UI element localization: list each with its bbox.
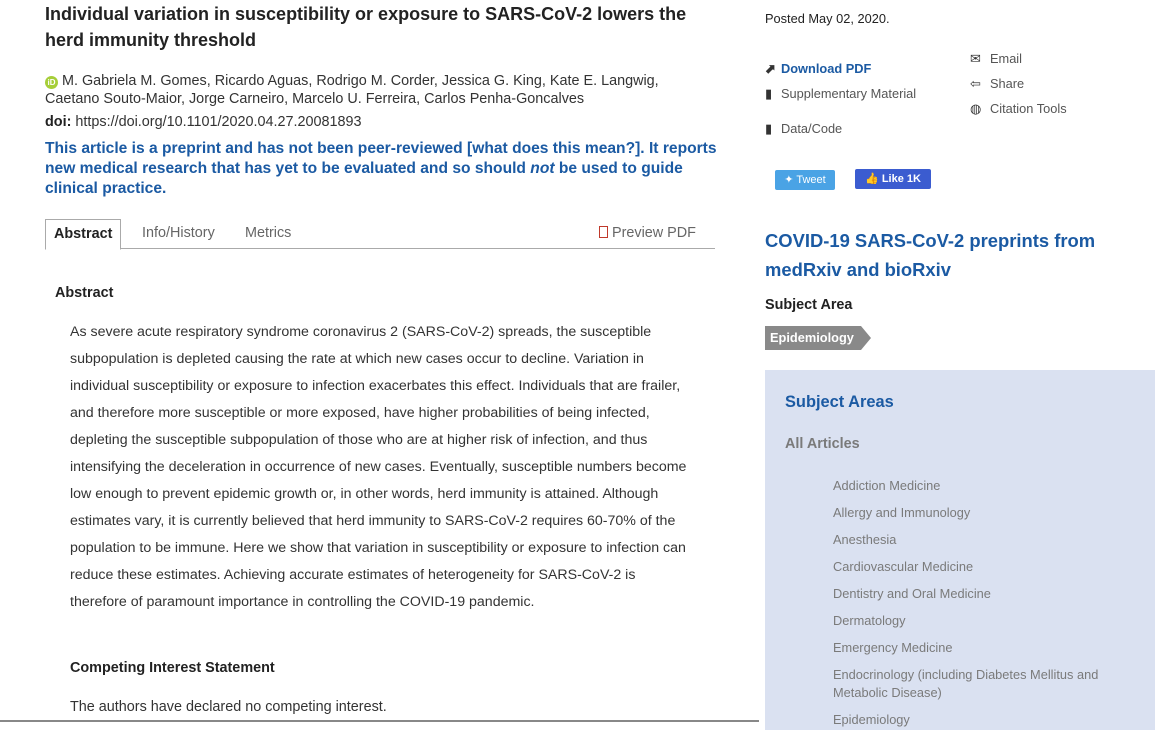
tab-info-history[interactable]: Info/History bbox=[142, 225, 215, 241]
citation-tools-label: Citation Tools bbox=[990, 101, 1067, 116]
subject-area-item[interactable]: Epidemiology bbox=[833, 712, 910, 727]
notice-text-2: be used to guide clinical practice. bbox=[45, 160, 683, 197]
twitter-bird-icon: ✦ bbox=[784, 174, 797, 186]
sidebar bbox=[765, 0, 1161, 727]
subject-area-label: Subject Area bbox=[765, 297, 853, 313]
download-pdf-label: Download PDF bbox=[781, 61, 872, 76]
competing-interest-text: The authors have declared no competing interest. bbox=[70, 699, 387, 715]
preprint-notice bbox=[45, 139, 717, 199]
orcid-icon[interactable]: iD bbox=[45, 76, 58, 89]
subject-areas-title: Subject Areas bbox=[785, 393, 894, 411]
subject-areas-panel bbox=[765, 370, 1155, 730]
share-link[interactable] bbox=[970, 76, 1024, 92]
subject-area-item[interactable]: Dentistry and Oral Medicine bbox=[833, 586, 991, 601]
subject-area-item[interactable]: Endocrinology (including Diabetes Mellitus and Metabolic Disease) bbox=[833, 667, 1099, 700]
facebook-like-button[interactable] bbox=[855, 169, 931, 189]
subject-tag-epidemiology[interactable]: Epidemiology bbox=[765, 326, 861, 350]
article-tabs bbox=[45, 219, 715, 249]
divider bbox=[0, 720, 759, 722]
doi-line bbox=[45, 113, 717, 131]
download-icon: ⬈ bbox=[765, 61, 776, 76]
collection-title-link[interactable]: COVID-19 SARS-CoV-2 preprints from medRxiv and bioRxiv bbox=[765, 230, 1096, 280]
document-icon: ▮ bbox=[765, 121, 773, 136]
like-label: Like 1K bbox=[881, 173, 921, 185]
envelope-icon: ✉ bbox=[970, 51, 981, 66]
tweet-label: Tweet bbox=[796, 174, 826, 186]
tab-abstract[interactable]: Abstract bbox=[45, 219, 121, 250]
pdf-file-icon bbox=[599, 226, 608, 238]
email-label: Email bbox=[990, 51, 1022, 66]
tweet-button[interactable] bbox=[775, 170, 835, 190]
globe-icon: ◍ bbox=[970, 101, 982, 116]
data-code-label: Data/Code bbox=[781, 121, 843, 136]
share-icon: ⇦ bbox=[970, 76, 981, 91]
subject-area-item[interactable]: Anesthesia bbox=[833, 532, 897, 547]
subject-areas-list bbox=[833, 477, 1123, 738]
supplementary-material-link[interactable] bbox=[765, 86, 916, 102]
doi-label: doi: bbox=[45, 114, 72, 130]
email-link[interactable] bbox=[970, 51, 1022, 67]
citation-tools-link[interactable] bbox=[970, 101, 1067, 117]
subject-area-item[interactable]: Dermatology bbox=[833, 613, 906, 628]
subject-area-item[interactable]: Emergency Medicine bbox=[833, 640, 953, 655]
subject-area-item[interactable]: Addiction Medicine bbox=[833, 478, 941, 493]
competing-interest-heading: Competing Interest Statement bbox=[70, 660, 275, 676]
article-main bbox=[45, 0, 717, 715]
supplementary-label: Supplementary Material bbox=[781, 86, 917, 101]
preview-pdf-label: Preview PDF bbox=[612, 225, 696, 241]
notice-text-1[interactable]: This article is a preprint and has not been peer-reviewed [what does this mean?]. It reports new medical research that has yet to be evaluated and so should bbox=[45, 140, 717, 177]
tab-metrics[interactable]: Metrics bbox=[245, 225, 292, 241]
authors-text: M. Gabriela M. Gomes, Ricardo Aguas, Rodrigo M. Corder, Jessica G. King, Kate E. Langwig, Caetano Souto-Maior, Jorge Carneiro, Marcelo U. Ferreira, Carlos Penha-Goncalves bbox=[45, 73, 659, 107]
document-icon: ▮ bbox=[765, 86, 773, 101]
author-list bbox=[45, 72, 717, 108]
posted-date: Posted May 02, 2020. bbox=[765, 11, 890, 26]
share-label: Share bbox=[990, 76, 1025, 91]
doi-link[interactable]: https://doi.org/10.1101/2020.04.27.20081893 bbox=[75, 114, 362, 130]
abstract-text: As severe acute respiratory syndrome coronavirus 2 (SARS-CoV-2) spreads, the susceptible subpopulation is depleted causing the rate at which new cases occur to decline. Variation in individual susceptibility or exposure to infection exacerbates this effect. Individuals that are frailer, and therefore more susceptible or more exposed, have higher probabilities of being infected, depleting the susceptible subpopulation of those who are at higher risk of infection, and thus intensifying the deceleration in occurrence of new cases. Eventually, susceptible numbers become low enough to prevent epidemic growth or, in other words, herd immunity is attained. Although estimates vary, it is currently believed that herd immunity to SARS-CoV-2 requires 60-70% of the population to be immune. Here we show that variation in susceptibility or exposure to infection can reduce these estimates. Achieving accurate estimates of heterogeneity for SARS-CoV-2 is therefore of paramount importance in controlling the COVID-19 pandemic. bbox=[70, 324, 687, 610]
all-articles-link[interactable]: All Articles bbox=[785, 436, 860, 452]
subject-area-item[interactable]: Cardiovascular Medicine bbox=[833, 559, 974, 574]
thumbs-up-icon: 👍 bbox=[865, 173, 882, 185]
abstract-heading: Abstract bbox=[55, 285, 114, 301]
download-pdf-link[interactable] bbox=[765, 61, 871, 77]
notice-emphasis: not bbox=[530, 160, 555, 177]
tab-preview-pdf[interactable] bbox=[599, 219, 696, 249]
article-title: Individual variation in susceptibility or exposure to SARS-CoV-2 lowers the herd immunity threshold bbox=[45, 4, 687, 50]
subject-area-item[interactable]: Allergy and Immunology bbox=[833, 505, 971, 520]
data-code-link[interactable] bbox=[765, 121, 842, 137]
